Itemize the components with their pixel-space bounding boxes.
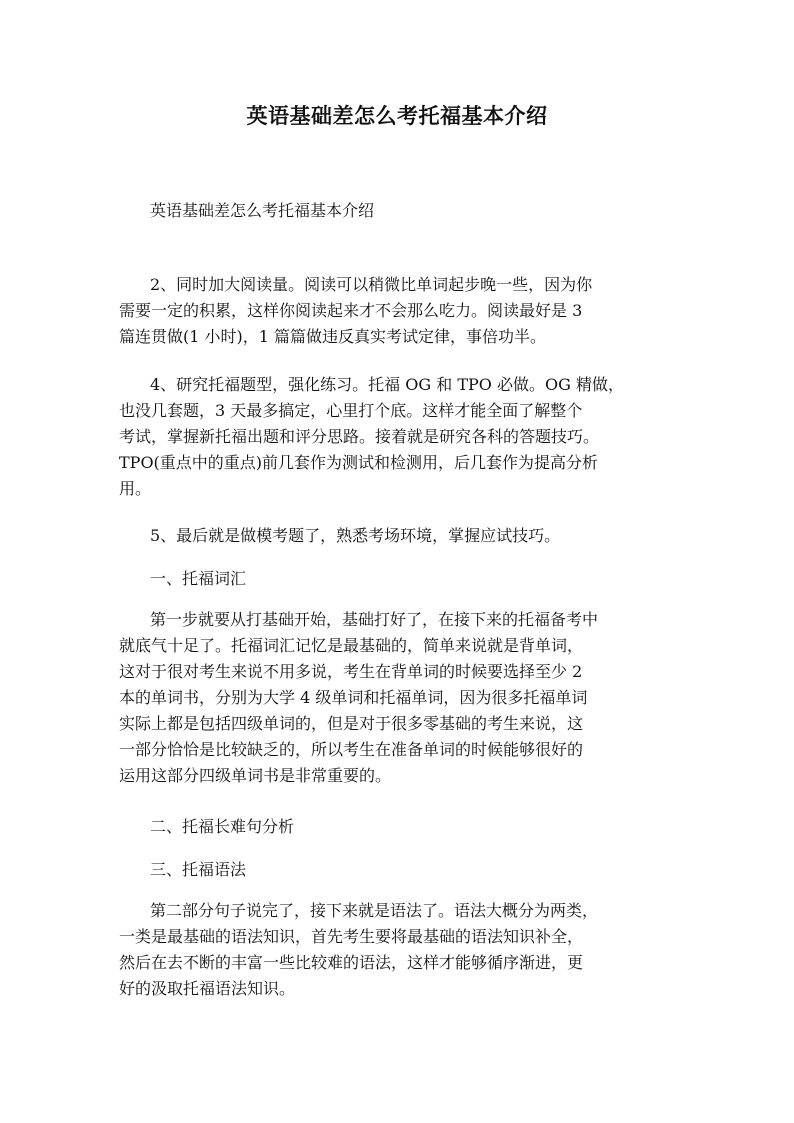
text-line: 运用这部分四级单词书是非常重要的。: [119, 766, 392, 785]
intro-paragraph: [119, 198, 679, 224]
section-heading-grammar: [119, 857, 679, 883]
text-line: 实际上都是包括四级单词的，但是对于很多零基础的考生来说，这: [119, 714, 584, 733]
text-line: 这对于很对考生来说不用多说，考生在背单词的时候要选择至少 2: [119, 662, 583, 681]
text-line: 用。: [119, 479, 152, 498]
text-line: 就底气十足了。托福词汇记忆是最基础的，简单来说就是背单词，: [119, 636, 584, 655]
text-line: 一部分恰恰是比较缺乏的，所以考生在准备单词的时候能够很好的: [119, 740, 584, 759]
text-line: 英语基础差怎么考托福基本介绍: [150, 201, 375, 220]
text-line: TPO(重点中的重点)前几套作为测试和检测用，后几套作为提高分析: [119, 453, 599, 472]
document-title: 英语基础差怎么考托福基本介绍: [246, 103, 548, 128]
paragraph-2: [119, 272, 679, 350]
text-line: 第二部分句子说完了，接下来就是语法了。语法大概分为两类，: [150, 901, 599, 920]
text-line: 第一步就要从打基础开始，基础打好了，在接下来的托福备考中: [150, 610, 599, 629]
paragraph-vocab: [119, 607, 679, 789]
text-line: 然后在去不断的丰富一些比较难的语法，这样才能够循序渐进，更: [119, 953, 584, 972]
text-line: 考试，掌握新托福出题和评分思路。接着就是研究各科的答题技巧。: [119, 427, 600, 446]
text-line: 篇连贯做(1 小时)，1 篇篇做违反真实考试定律，事倍功半。: [119, 327, 547, 346]
text-line: 4、研究托福题型，强化练习。托福 OG 和 TPO 必做。OG 精做，: [150, 375, 624, 394]
text-line: 也没几套题，3 天最多搞定，心里打个底。这样才能全面了解整个: [119, 401, 583, 420]
section-heading: 三、托福语法: [150, 860, 247, 879]
section-heading-vocab: [119, 566, 679, 592]
text-line: 好的汲取托福语法知识。: [119, 979, 296, 998]
text-line: 本的单词书，分别为大学 4 级单词和托福单词，因为很多托福单词: [119, 688, 588, 707]
paragraph-5: [119, 523, 679, 549]
text-line: 2、同时加大阅读量。阅读可以稍微比单词起步晚一些，因为你: [150, 275, 593, 294]
paragraph-grammar: [119, 898, 679, 1002]
text-line: 需要一定的积累，这样你阅读起来才不会那么吃力。阅读最好是 3: [119, 301, 583, 320]
section-heading-sentences: [119, 814, 679, 840]
paragraph-4: [119, 372, 679, 502]
section-heading: 二、托福长难句分析: [150, 817, 295, 836]
text-line: 5、最后就是做模考题了，熟悉考场环境，掌握应试技巧。: [150, 526, 561, 545]
text-line: 一类是最基础的语法知识，首先考生要将最基础的语法知识补全，: [119, 927, 584, 946]
section-heading: 一、托福词汇: [150, 569, 247, 588]
